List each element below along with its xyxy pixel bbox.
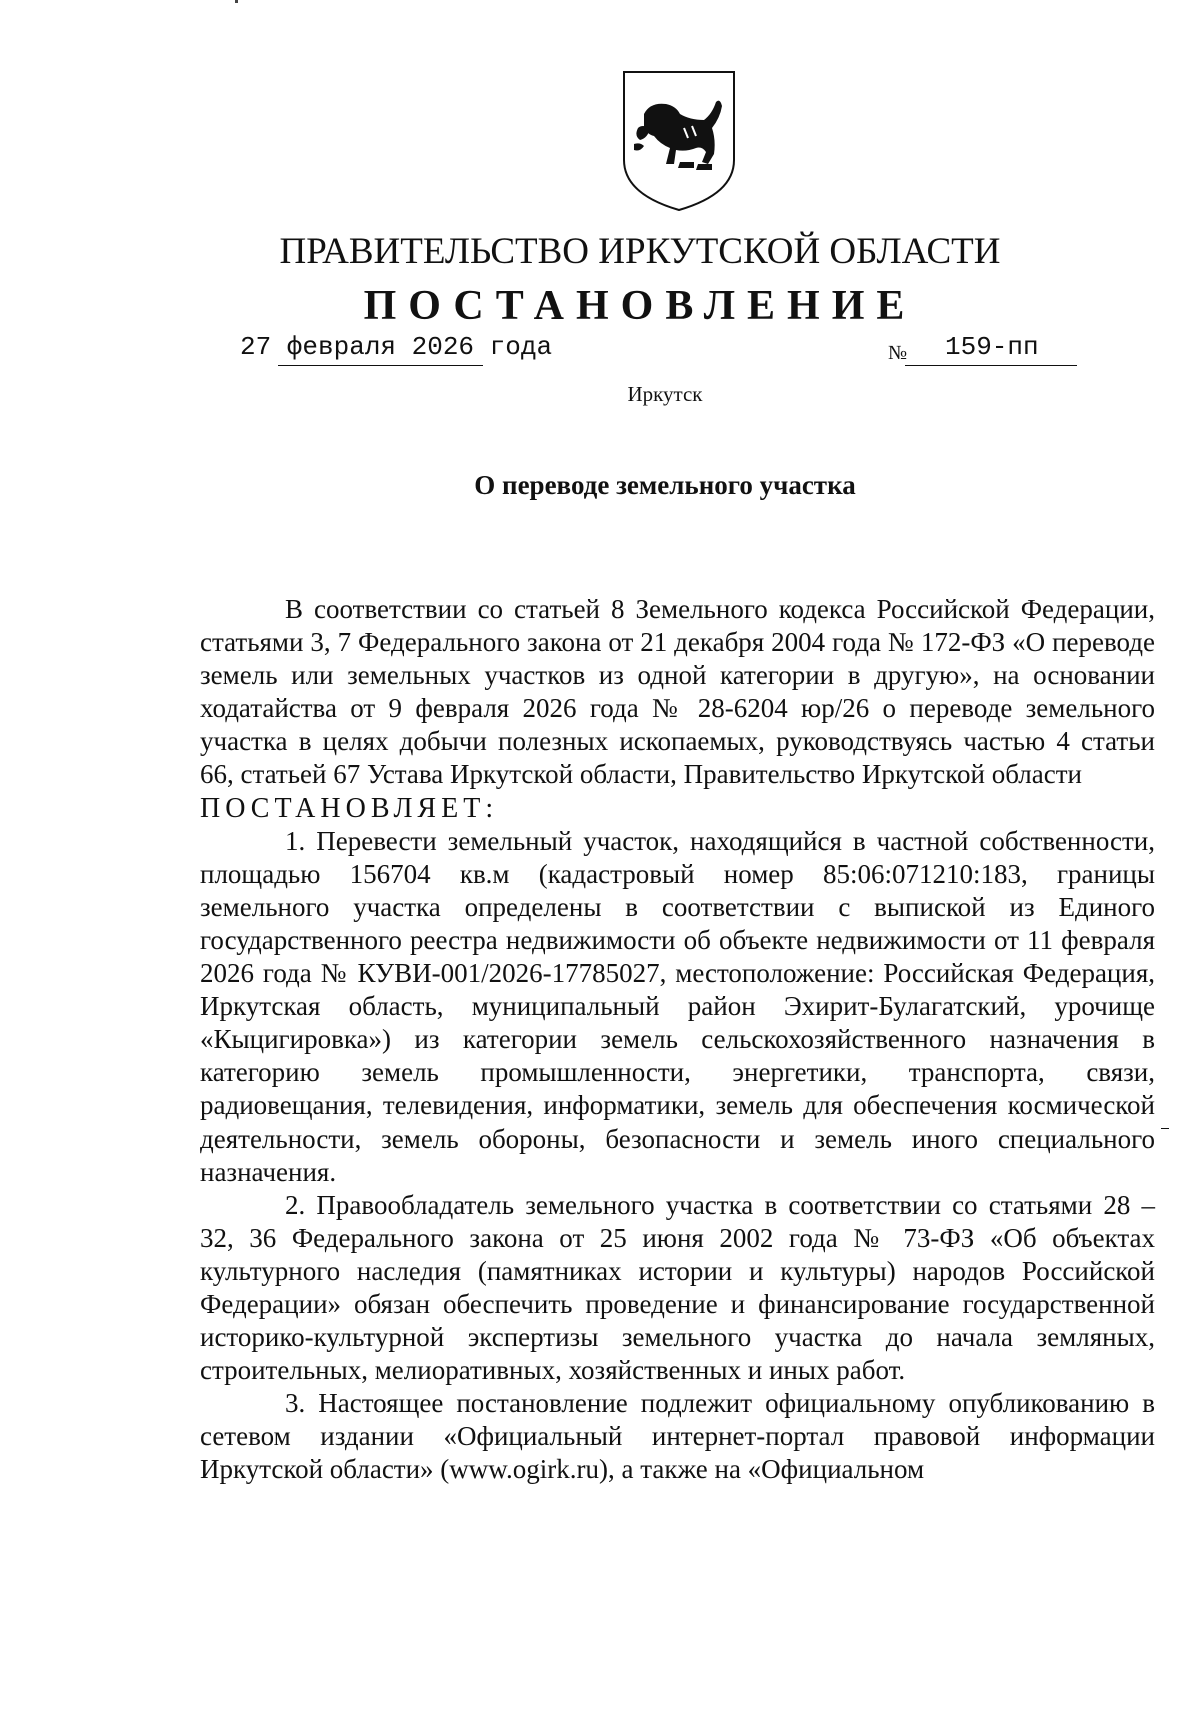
- date-underline: [278, 365, 483, 366]
- number-underline: [905, 365, 1077, 366]
- document-date: 27 февраля 2026 года: [240, 332, 553, 362]
- number-sign: №: [888, 342, 908, 364]
- item-paragraph-2: 2. Правообладатель земельного участка в соответствии со статьями 28 – 32, 36 Федерального закона от 25 июня 2002 года № 73-ФЗ «Об объектах культурного наследия (памятниках истории и культуры) народов Российской Федерации» обязан обеспечить проведение и финансирование государственной историко-культурной экспертизы земельного участка до начала земляных, строительных, мелиоративных, хозяйственных и иных работ.: [200, 1189, 1155, 1386]
- government-name: ПРАВИТЕЛЬСТВО ИРКУТСКОЙ ОБЛАСТИ: [279, 231, 1001, 272]
- preamble-paragraph: В соответствии со статьей 8 Земельного кодекса Российской Федерации, статьями 3, 7 Федерального закона от 21 декабря 2004 года № 172-ФЗ «О переводе земель или земельных участков из одной категории в другую», на основании ходатайства от 9 февраля 2026 года № 28-6204 юр/26 о переводе земельного участка в целях добычи полезных ископаемых, руководствуясь частью 4 статьи 66, статьей 67 Устава Иркутской области, Правительство Иркутской области: [200, 594, 1155, 790]
- document-type: ПОСТАНОВЛЕНИЕ: [363, 283, 917, 329]
- irkutsk-coat-of-arms-icon: [620, 68, 738, 214]
- margin-mark: [1161, 1128, 1169, 1129]
- document-title: О переводе земельного участка: [474, 470, 856, 500]
- item-paragraph-1: 1. Перевести земельный участок, находящийся в частной собственности, площадью 156704 кв.м (кадастровый номер 85:06:071210:183, границы земельного участка определены в соответствии с выпиской из Единого государственного реестра недвижимости об объекте недвижимости от 11 февраля 2026 года № КУВИ-001/2026-17785027, местоположение: Российская Федерация, Иркутская область, муниципальный район Эхирит-Булагатский, урочище «Кыцигировка») из категории земель сельскохозяйственного назначения в категорию земель промышленности, энергетики, транспорта, связи, радиовещания, телевидения, информатики, земель для обеспечения космической деятельности, земель обороны, безопасности и земель иного специального назначения.: [200, 825, 1155, 1187]
- document-body: [200, 593, 1155, 1487]
- decree-word: ПОСТАНОВЛЯЕТ:: [200, 792, 499, 824]
- document-number: 159-пп: [945, 332, 1039, 362]
- item-paragraph-3: 3. Настоящее постановление подлежит официальному опубликованию в сетевом издании «Официальный интернет-портал правовой информации Иркутской области» (www.ogirk.ru), а также на «Официальном: [200, 1388, 1155, 1485]
- city-name: Иркутск: [627, 382, 703, 406]
- scan-mark: [235, 0, 238, 3]
